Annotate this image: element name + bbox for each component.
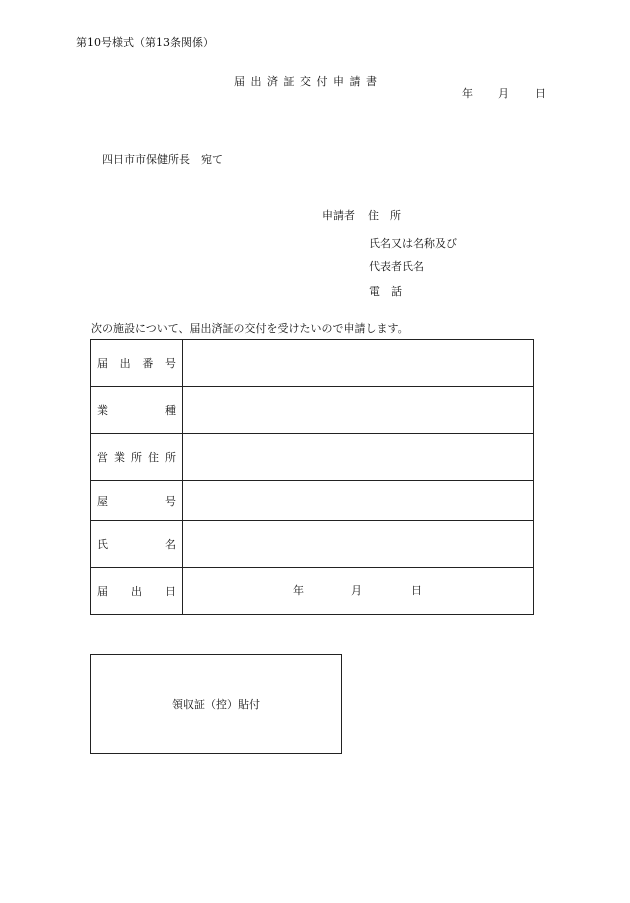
receipt-attachment-box: [90, 654, 342, 754]
table-row: [91, 340, 534, 387]
document-title: 届 出 済 証 交 付 申 請 書: [234, 75, 378, 88]
receipt-box-label: 領収証（控）貼付: [172, 698, 260, 711]
table-row: [91, 521, 534, 568]
row-label-notification-number: 届 出 番 号: [91, 340, 183, 387]
applicant-phone-label: 電 話: [369, 285, 402, 298]
row-label-name: 氏 名: [91, 521, 183, 568]
applicant-label: 申請者: [322, 209, 355, 222]
trade-name-field[interactable]: [183, 481, 534, 521]
notification-number-field[interactable]: [183, 340, 534, 387]
form-number: 第10号様式（第13条関係）: [76, 36, 214, 49]
header-date-year: 年: [462, 87, 473, 100]
notification-date-field[interactable]: [183, 568, 534, 615]
header-date-month: 月: [498, 87, 509, 100]
date-day-label: 日: [411, 584, 422, 597]
table-row: [91, 434, 534, 481]
business-address-field[interactable]: [183, 434, 534, 481]
row-label-business-address: 営 業 所 住 所: [91, 434, 183, 481]
row-label-trade-name: 屋 号: [91, 481, 183, 521]
date-month-label: 月: [351, 584, 362, 597]
applicant-address-label: 住 所: [368, 209, 401, 222]
applicant-representative-label: 代表者氏名: [369, 260, 424, 273]
row-label-business-type: 業 種: [91, 387, 183, 434]
table-row: [91, 568, 534, 615]
applicant-name-label: 氏名又は名称及び: [369, 237, 457, 250]
name-field[interactable]: [183, 521, 534, 568]
date-year-label: 年: [293, 584, 304, 597]
table-row: [91, 387, 534, 434]
addressee: 四日市市保健所長 宛て: [102, 153, 223, 166]
header-date-day: 日: [535, 87, 546, 100]
table-row: [91, 481, 534, 521]
application-table: [90, 339, 534, 615]
business-type-field[interactable]: [183, 387, 534, 434]
row-label-notification-date: 届 出 日: [91, 568, 183, 615]
intro-text: 次の施設について、届出済証の交付を受けたいので申請します。: [91, 322, 409, 335]
